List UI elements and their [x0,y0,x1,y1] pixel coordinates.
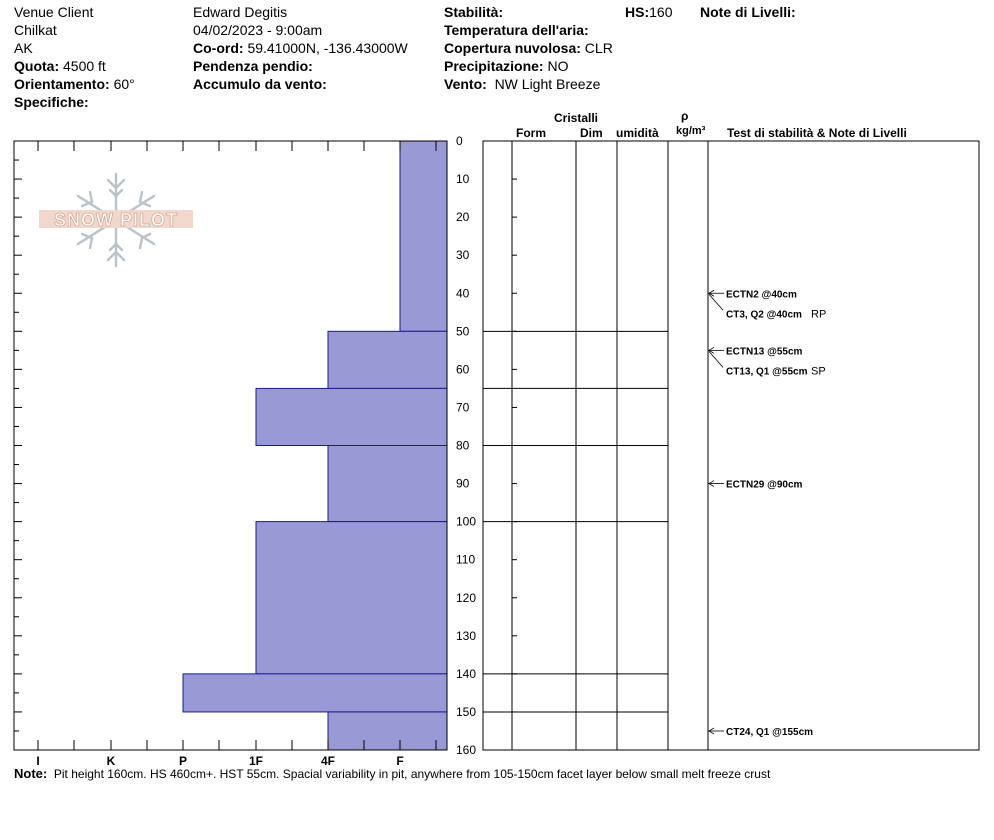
tests-header: Test di stabilità & Note di Livelli [727,126,907,140]
hardness-tick-label: F [396,754,404,768]
hs-value: 160 [649,4,673,20]
state-name: AK [14,40,33,56]
note-label: Note: [14,766,48,781]
stability-test-suffix: RP [811,308,827,321]
hardness-bar [256,388,447,445]
depth-tick-label: 130 [456,628,477,643]
location-name: Venue Client [14,4,94,20]
depth-tick-label: 30 [456,248,470,263]
coord-label: Co-ord: [193,40,244,56]
depth-tick-label: 100 [456,514,477,529]
depth-tick-label: 60 [456,362,470,377]
sky-label: Copertura nuvolosa: [444,40,581,56]
stability-test-label: ECTN2 @40cm [726,289,797,301]
depth-tick-label: 160 [456,743,477,757]
hardness-tick-label: P [178,754,188,768]
elevation-label: Quota: [14,58,60,74]
depth-tick-label: 140 [456,666,477,681]
hardness-bar [328,446,447,522]
depth-tick-label: 70 [456,400,470,415]
depth-tick-label: 90 [456,476,470,491]
hs-label: HS: [625,4,650,20]
depth-tick-label: 150 [456,704,477,719]
layer-notes-label: Note di Livelli: [700,4,796,20]
footer-note [14,766,770,782]
sky-value: CLR [584,40,613,56]
wind-value: NW Light Breeze [494,76,601,92]
depth-tick-label: 0 [456,134,463,148]
area-name: Chilkat [14,22,57,38]
crystals-header: Cristalli [554,111,599,125]
aspect-label: Orientamento: [14,76,110,92]
stability-test-label: ECTN13 @55cm [726,346,803,358]
elevation-value: 4500 ft [63,58,106,74]
hardness-tick-label: K [106,754,116,768]
test-pointer-line [709,294,723,310]
stability-test-label: ECTN29 @90cm [726,479,803,491]
stability-test-label: CT3, Q2 @40cm [726,309,802,321]
air-temp-label: Temperatura dell'aria: [444,22,589,38]
aspect-value: 60° [113,76,135,92]
depth-tick-label: 110 [456,552,476,567]
hardness-bar [400,141,447,331]
depth-tick-label: 80 [456,438,470,453]
density-unit-header: kg/m³ [676,125,706,137]
wind-label: Vento: [444,76,487,92]
precip-label: Precipitazione: [444,58,544,74]
observer-name: Edward Degitis [193,4,288,20]
wind-loading-label: Accumulo da vento: [193,76,327,92]
test-pointer-line [709,351,723,367]
hardness-tick-label: I [36,754,40,768]
stability-label: Stabilità: [444,4,504,20]
note-text: Pit height 160cm. HS 460cm+. HST 55cm. Spacial variability in pit, anywhere from 105-150cm facet layer below small melt freeze crust [53,767,771,781]
hardness-tick-label: 1F [248,754,264,768]
form-header: Form [516,126,546,140]
hardness-bar [256,522,447,674]
slope-label: Pendenza pendio: [193,58,313,74]
precip-value: NO [547,58,569,74]
coord-value: 59.41000N, -136.43000W [247,40,408,56]
hardness-bar [328,712,447,750]
moisture-header: umidità [616,126,659,140]
depth-tick-label: 40 [456,286,470,301]
depth-tick-label: 50 [456,324,470,339]
logo-text: SNOW PILOT [54,210,178,230]
depth-tick-label: 120 [456,590,477,605]
stability-test-suffix: SP [811,365,826,378]
observation-datetime: 04/02/2023 - 9:00am [193,22,323,38]
rho-header: ρ [681,109,689,123]
specifics-label: Specifiche: [14,94,89,110]
stability-test-label: CT13, Q1 @55cm [726,366,808,378]
depth-tick-label: 20 [456,210,470,225]
hardness-bar [328,331,447,388]
hardness-tick-label: 4F [320,754,336,768]
stability-test-label: CT24, Q1 @155cm [726,726,814,738]
depth-tick-label: 10 [456,172,470,187]
size-header: Dim [580,126,603,140]
hardness-bar [183,674,447,712]
